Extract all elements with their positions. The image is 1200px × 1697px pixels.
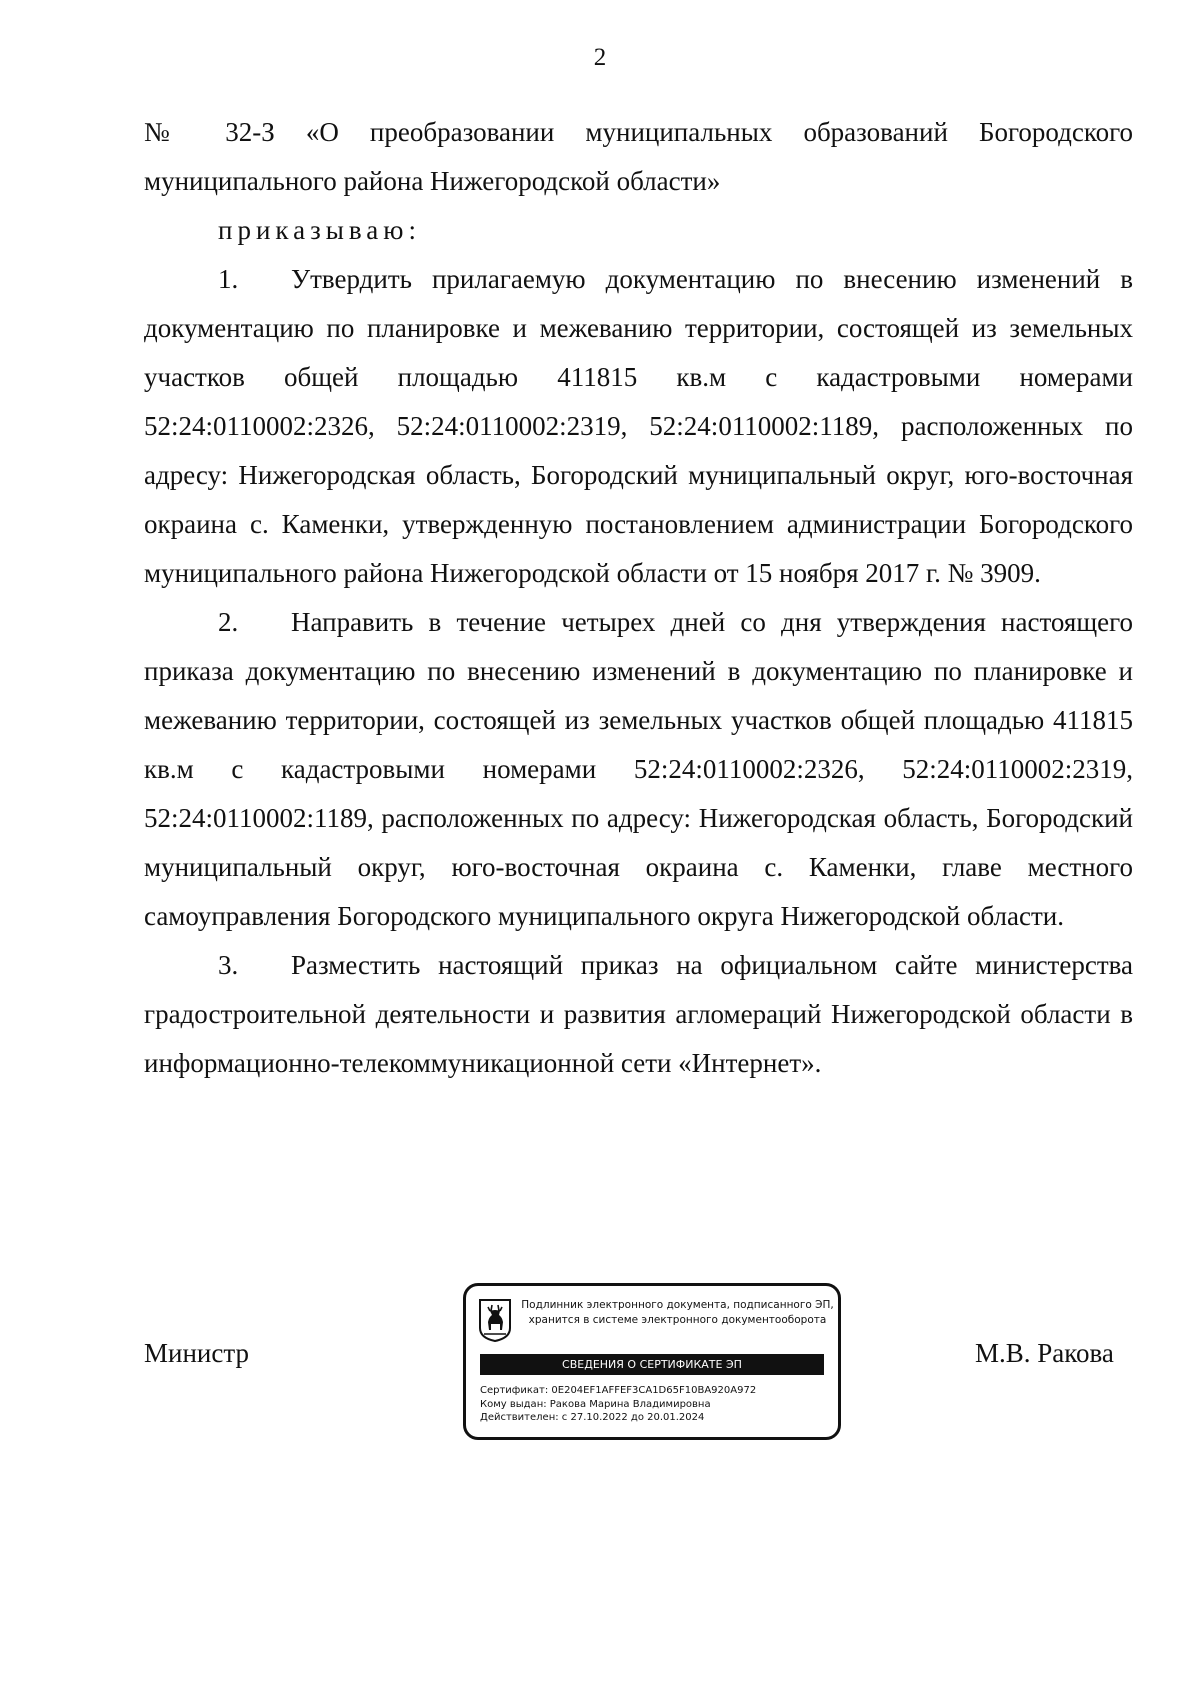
item-2-text: Направить в течение четырех дней со дня утверждения настоящего приказа документацию по внесению изменений в документацию по планировке и межеванию территории, состоящей из земельных участков общей площадью 411815 кв.м с кадастровыми номерами 52:24:0110002:2326, 52:24:0110002:2319, 52:24:0110002:1189, расположенных по адресу: Нижегородская область, Богородский муниципальный округ, юго-восточная окраина с. Каменки, главе местного самоуправления Богородского муниципального округа Нижегородской области. bbox=[144, 607, 1133, 931]
stamp-title-bar: СВЕДЕНИЯ О СЕРТИФИКАТЕ ЭП bbox=[480, 1354, 824, 1375]
item-2-paragraph bbox=[144, 598, 1133, 941]
document-body bbox=[144, 108, 1133, 1088]
stamp-issued-to: Кому выдан: Ракова Марина Владимировна bbox=[480, 1398, 711, 1410]
stamp-valid-period: Действителен: с 27.10.2022 до 20.01.2024 bbox=[480, 1412, 705, 1423]
item-1-number: 1. bbox=[218, 264, 239, 294]
stamp-details bbox=[480, 1384, 830, 1425]
stamp-header bbox=[520, 1298, 835, 1328]
signer-name: М.В. Ракова bbox=[975, 1338, 1114, 1368]
stamp-header-line-2: хранится в системе электронного документооборота bbox=[528, 1314, 827, 1326]
deer-emblem-icon bbox=[478, 1298, 512, 1342]
signer-position: Министр bbox=[144, 1338, 249, 1368]
intro-paragraph: № 32-З «О преобразовании муниципальных образований Богородского муниципального района Нижегородской области» bbox=[144, 117, 1133, 196]
item-3-paragraph bbox=[144, 941, 1133, 1088]
item-3-text: Разместить настоящий приказ на официальном сайте министерства градостроительной деятельности и развития агломераций Нижегородской области в информационно-телекоммуникационной сети «Интернет». bbox=[144, 950, 1133, 1078]
electronic-signature-stamp bbox=[463, 1283, 841, 1440]
page-number: 2 bbox=[593, 44, 607, 71]
item-1-paragraph bbox=[144, 255, 1133, 598]
item-2-number: 2. bbox=[218, 607, 239, 637]
stamp-header-line-1: Подлинник электронного документа, подписанного ЭП, bbox=[521, 1299, 834, 1311]
order-word: приказываю: bbox=[218, 215, 421, 245]
signature-block bbox=[0, 1283, 1200, 1443]
item-3-number: 3. bbox=[218, 950, 239, 980]
stamp-certificate: Сертификат: 0E204EF1AFFEF3CA1D65F10BA920A972 bbox=[480, 1385, 757, 1396]
item-1-text: Утвердить прилагаемую документацию по внесению изменений в документацию по планировке и межеванию территории, состоящей из земельных участков общей площадью 411815 кв.м с кадастровыми номерами 52:24:0110002:2326, 52:24:0110002:2319, 52:24:0110002:1189, расположенных по адресу: Нижегородская область, Богородский муниципальный округ, юго-восточная окраина с. Каменки, утвержденную постановлением администрации Богородского муниципального района Нижегородской области от 15 ноября 2017 г. № 3909. bbox=[144, 264, 1133, 588]
